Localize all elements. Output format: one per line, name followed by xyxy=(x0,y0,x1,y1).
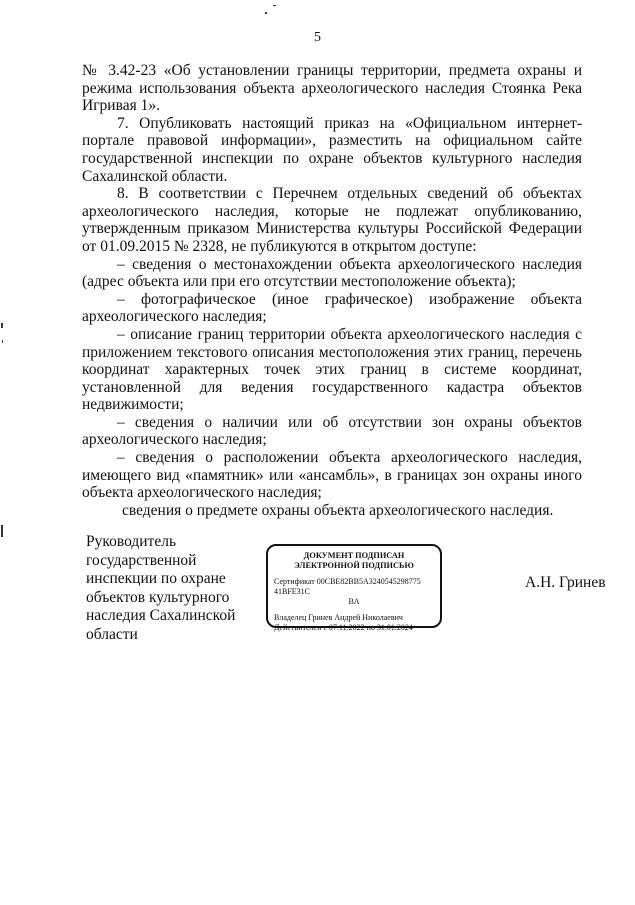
signer-position-line: Руководитель xyxy=(86,533,177,550)
signer-position-line: объектов культурного xyxy=(86,588,230,606)
stamp-title: ДОКУМЕНТ ПОДПИСАН xyxy=(303,551,405,560)
scan-artifact xyxy=(265,12,267,14)
scan-artifact xyxy=(1,525,3,537)
stamp-title-line2: ЭЛЕКТРОННОЙ ПОДПИСЬЮ xyxy=(294,561,414,570)
stamp-owner: Владелец Гринев Андрей Николаевич xyxy=(274,613,403,622)
signer-position-line: государственной xyxy=(86,551,197,569)
stamp-certificate: Сертификат 00CBE82BB5A3240545298775 41BFE31C xyxy=(274,577,421,596)
list-item-photo: – фотографическое (иное графическое) изображение объекта археологического наследия; xyxy=(82,290,582,326)
scan-artifact xyxy=(2,340,3,343)
signer-position-line: наследия Сахалинской xyxy=(86,607,236,624)
list-item-location-in-zones: – сведения о расположении объекта археологического наследия, имеющего вид «памятник» или «ансамбль», в границах зон охраны иного объекта археологического наследия; xyxy=(82,449,582,502)
paragraph-item-8: 8. В соответствии с Перечнем отдельных сведений об объектах археологического наследия, которые не подлежат опубликованию, утвержденным приказом Министерства культуры Российской Федерации от 01.09.2015 № 2328, не публикуются в открытом доступе: xyxy=(82,185,582,255)
stamp-validity: Действителен с 07.11.2022 по 31.01.2024 xyxy=(274,623,413,632)
signer-name: А.Н. Гринев xyxy=(525,574,606,591)
scan-artifact xyxy=(273,5,276,6)
stamp-certificate-cont: BA xyxy=(348,597,360,606)
list-item-boundaries: – описание границ территории объекта археологического наследия с приложением текстового описания местоположения этих границ, перечень координат характерных точек этих границ в системе координат, установленной для ведения государственного кадастра объектов недвижимости; xyxy=(82,325,582,414)
paragraph-item-7: 7. Опубликовать настоящий приказ на «Официальном интернет-портале правовой информации», разместить на официальном сайте государственной инспекции по охране объектов культурного наследия Сахалинской области. xyxy=(82,114,582,185)
document-body xyxy=(82,62,582,519)
scan-artifact xyxy=(1,323,3,328)
list-item-protection-zones: – сведения о наличии или об отсутствии зон охраны объектов археологического наследия; xyxy=(82,413,582,449)
list-item-location: – сведения о местонахождении объекта археологического наследия (адрес объекта или при его отсутствии местоположение объекта); xyxy=(82,255,582,291)
electronic-signature-stamp xyxy=(266,544,442,632)
list-item-protection-subject: сведения о предмете охраны объекта археологического наследия. xyxy=(122,501,554,519)
page-number: 5 xyxy=(314,30,321,45)
signer-position xyxy=(86,533,266,644)
signer-position-line: инспекции по охране xyxy=(86,570,226,587)
signer-position-line: области xyxy=(86,625,138,643)
paragraph-continuation: № 3.42-23 «Об установлении границы территории, предмета охраны и режима использования объекта археологического наследия Стоянка Река Игривая 1». xyxy=(82,62,582,115)
